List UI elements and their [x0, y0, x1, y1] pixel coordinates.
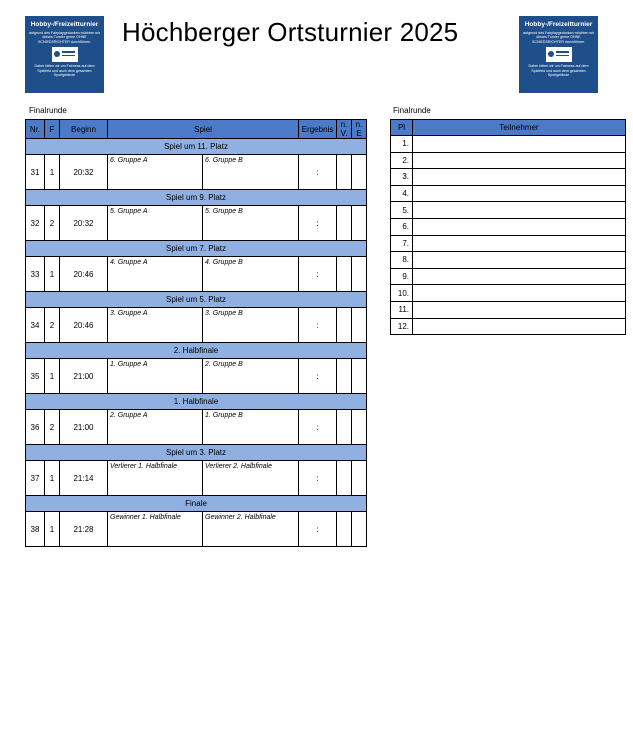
header-spiel: Spiel	[108, 120, 299, 139]
place-number: 4.	[391, 185, 413, 202]
match-row	[26, 410, 367, 445]
match-ne-cell[interactable]	[352, 206, 367, 241]
place-number: 8.	[391, 252, 413, 269]
place-number: 3.	[391, 169, 413, 186]
match-field: 1	[45, 359, 60, 394]
match-nr: 33	[26, 257, 45, 292]
match-group-label: Spiel um 7. Platz	[26, 241, 367, 257]
match-nv-cell[interactable]	[337, 206, 352, 241]
match-ne-cell[interactable]	[352, 257, 367, 292]
standings-row	[391, 169, 626, 186]
logo-body: aufgrund des Fairplaygedanken möchten wir dieses Turnier gerne OHNE SCHIEDSRICHTER durchführen.	[29, 31, 100, 44]
match-nv-cell[interactable]	[337, 359, 352, 394]
standings-row	[391, 235, 626, 252]
standings-row	[391, 152, 626, 169]
match-ne-cell[interactable]	[352, 308, 367, 343]
participant-cell[interactable]	[413, 202, 626, 219]
match-row	[26, 308, 367, 343]
match-nv-cell[interactable]	[337, 308, 352, 343]
header-teilnehmer: Teilnehmer	[413, 120, 626, 136]
match-group-label: 1. Halbfinale	[26, 394, 367, 410]
participant-cell[interactable]	[413, 285, 626, 302]
match-row	[26, 359, 367, 394]
match-group-label: Spiel um 11. Platz	[26, 139, 367, 155]
match-time: 20:32	[60, 206, 108, 241]
match-field: 1	[45, 257, 60, 292]
match-nv-cell[interactable]	[337, 410, 352, 445]
match-group-row	[26, 343, 367, 359]
standings-row	[391, 318, 626, 335]
match-team1: 5. Gruppe A	[108, 206, 203, 241]
match-row	[26, 206, 367, 241]
fairplay-logo-left	[25, 16, 104, 93]
section-label-left: Finalrunde	[29, 106, 67, 115]
standings-row	[391, 268, 626, 285]
match-time: 21:14	[60, 461, 108, 496]
standings-row	[391, 136, 626, 153]
standings-row	[391, 202, 626, 219]
place-number: 5.	[391, 202, 413, 219]
participant-cell[interactable]	[413, 235, 626, 252]
match-result[interactable]: :	[299, 410, 337, 445]
match-result[interactable]: :	[299, 359, 337, 394]
logo-footer: Daher bitten wir um Fairness auf dem Spielfeld und auch dem gesamten Sportgelände	[34, 64, 95, 78]
match-time: 20:32	[60, 155, 108, 190]
match-time: 21:00	[60, 410, 108, 445]
match-result[interactable]: :	[299, 308, 337, 343]
standings-row	[391, 185, 626, 202]
match-nr: 37	[26, 461, 45, 496]
match-team2: 1. Gruppe B	[203, 410, 299, 445]
match-field: 2	[45, 308, 60, 343]
match-row	[26, 155, 367, 190]
match-team2: 5. Gruppe B	[203, 206, 299, 241]
match-group-row	[26, 292, 367, 308]
standings-row	[391, 252, 626, 269]
place-number: 10.	[391, 285, 413, 302]
match-team1: 3. Gruppe A	[108, 308, 203, 343]
match-nv-cell[interactable]	[337, 155, 352, 190]
match-field: 1	[45, 155, 60, 190]
participant-cell[interactable]	[413, 169, 626, 186]
match-field: 1	[45, 512, 60, 547]
fairplay-logo-right	[519, 16, 598, 93]
match-team2: 2. Gruppe B	[203, 359, 299, 394]
logo-title: Hobby-/Freizeitturnier	[30, 21, 99, 28]
place-number: 11.	[391, 301, 413, 318]
match-ne-cell[interactable]	[352, 512, 367, 547]
participant-cell[interactable]	[413, 252, 626, 269]
match-time: 20:46	[60, 308, 108, 343]
match-group-row	[26, 496, 367, 512]
fairplay-badge-icon	[546, 47, 572, 62]
match-team1: Verlierer 1. Halbfinale	[108, 461, 203, 496]
match-team2: Gewinner 2. Halbfinale	[203, 512, 299, 547]
participant-cell[interactable]	[413, 185, 626, 202]
match-group-label: Spiel um 9. Platz	[26, 190, 367, 206]
match-nv-cell[interactable]	[337, 461, 352, 496]
header-nv: n. V.	[337, 120, 352, 139]
match-group-row	[26, 139, 367, 155]
match-team1: 4. Gruppe A	[108, 257, 203, 292]
place-number: 9.	[391, 268, 413, 285]
header-beginn: Beginn	[60, 120, 108, 139]
header-f: F	[45, 120, 60, 139]
participant-cell[interactable]	[413, 318, 626, 335]
match-time: 21:00	[60, 359, 108, 394]
match-group-label: Finale	[26, 496, 367, 512]
logo-title: Hobby-/Freizeitturnier	[524, 21, 593, 28]
participant-cell[interactable]	[413, 152, 626, 169]
page-title: Höchberger Ortsturnier 2025	[122, 17, 459, 47]
match-team1: 2. Gruppe A	[108, 410, 203, 445]
match-nr: 38	[26, 512, 45, 547]
match-nr: 36	[26, 410, 45, 445]
match-field: 2	[45, 206, 60, 241]
match-time: 20:46	[60, 257, 108, 292]
standings-row	[391, 301, 626, 318]
match-team2: 4. Gruppe B	[203, 257, 299, 292]
fairplay-badge-icon	[52, 47, 78, 62]
match-result[interactable]: :	[299, 257, 337, 292]
match-group-row	[26, 190, 367, 206]
match-field: 2	[45, 410, 60, 445]
match-group-row	[26, 445, 367, 461]
match-nr: 31	[26, 155, 45, 190]
match-nr: 34	[26, 308, 45, 343]
match-row	[26, 512, 367, 547]
participant-cell[interactable]	[413, 136, 626, 153]
match-nr: 35	[26, 359, 45, 394]
match-team1: 6. Gruppe A	[108, 155, 203, 190]
match-nv-cell[interactable]	[337, 257, 352, 292]
header-ergebnis: Ergebnis	[299, 120, 337, 139]
match-result[interactable]: :	[299, 155, 337, 190]
place-number: 12.	[391, 318, 413, 335]
match-schedule-table	[25, 119, 367, 547]
standings-row	[391, 285, 626, 302]
match-team2: 3. Gruppe B	[203, 308, 299, 343]
match-nv-cell[interactable]	[337, 512, 352, 547]
participant-cell[interactable]	[413, 268, 626, 285]
match-nr: 32	[26, 206, 45, 241]
header-ne: n. E	[352, 120, 367, 139]
table-header-row	[391, 120, 626, 136]
place-number: 6.	[391, 218, 413, 235]
match-team2: Verlierer 2. Halbfinale	[203, 461, 299, 496]
standings-row	[391, 218, 626, 235]
match-row	[26, 461, 367, 496]
match-team2: 6. Gruppe B	[203, 155, 299, 190]
match-time: 21:28	[60, 512, 108, 547]
match-group-row	[26, 241, 367, 257]
place-number: 7.	[391, 235, 413, 252]
match-ne-cell[interactable]	[352, 461, 367, 496]
match-group-label: 2. Halbfinale	[26, 343, 367, 359]
header-pl: Pl	[391, 120, 413, 136]
standings-table	[390, 119, 626, 335]
section-label-right: Finalrunde	[393, 106, 431, 115]
match-field: 1	[45, 461, 60, 496]
table-header-row	[26, 120, 367, 139]
match-ne-cell[interactable]	[352, 359, 367, 394]
match-result[interactable]: :	[299, 461, 337, 496]
match-result[interactable]: :	[299, 206, 337, 241]
place-number: 2.	[391, 152, 413, 169]
header-nr: Nr.	[26, 120, 45, 139]
logo-footer: Daher bitten wir um Fairness auf dem Spielfeld und auch dem gesamten Sportgelände	[528, 64, 589, 78]
match-group-row	[26, 394, 367, 410]
match-team1: Gewinner 1. Halbfinale	[108, 512, 203, 547]
match-ne-cell[interactable]	[352, 155, 367, 190]
match-ne-cell[interactable]	[352, 410, 367, 445]
logo-body: aufgrund des Fairplaygedanken möchten wir dieses Turnier gerne OHNE SCHIEDSRICHTER durchführen.	[523, 31, 594, 44]
match-team1: 1. Gruppe A	[108, 359, 203, 394]
place-number: 1.	[391, 136, 413, 153]
participant-cell[interactable]	[413, 301, 626, 318]
participant-cell[interactable]	[413, 218, 626, 235]
match-row	[26, 257, 367, 292]
match-group-label: Spiel um 5. Platz	[26, 292, 367, 308]
match-group-label: Spiel um 3. Platz	[26, 445, 367, 461]
match-result[interactable]: :	[299, 512, 337, 547]
